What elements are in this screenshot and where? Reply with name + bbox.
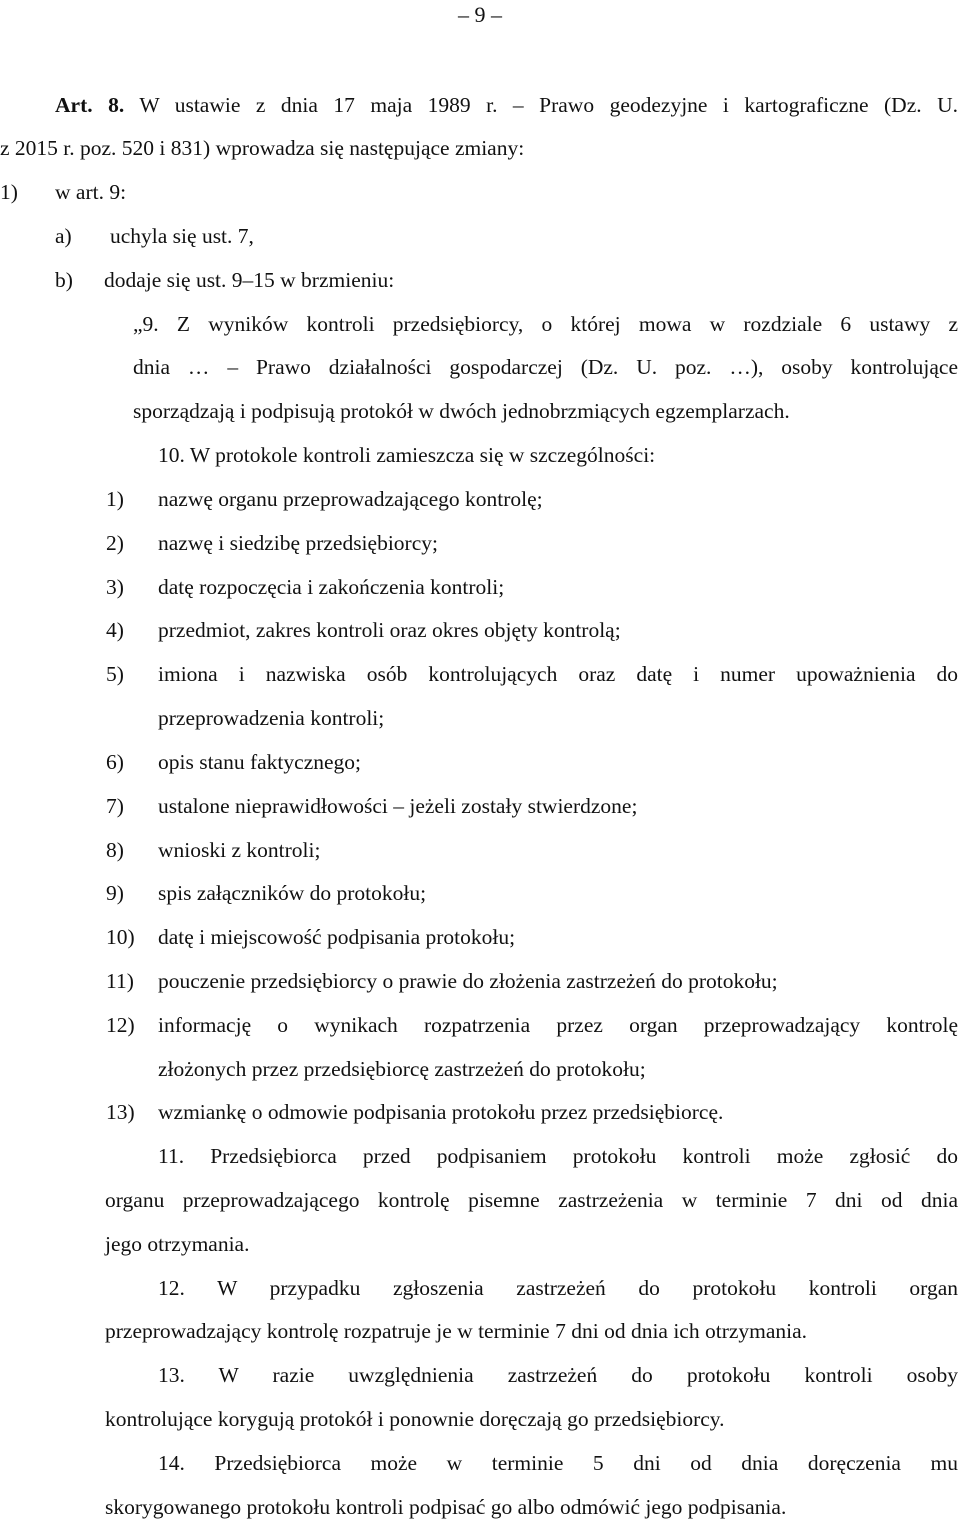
list-item-number: 10): [106, 925, 135, 949]
list-item-number: 7): [106, 794, 124, 818]
list-item-text: imiona i nazwiska osób kontrolujących oraz datę i numer upoważnienia do: [158, 662, 958, 686]
list-item-number: 5): [106, 662, 124, 686]
list-item-text: pouczenie przedsiębiorcy o prawie do złożenia zastrzeżeń do protokołu;: [158, 969, 778, 993]
list-item-number: 6): [106, 750, 124, 774]
ust11-line-3: jego otrzymania.: [105, 1232, 250, 1256]
ust13-line-1: 13. W razie uwzględnienia zastrzeżeń do protokołu kontroli osoby: [158, 1363, 958, 1387]
ust11-line-1: 11. Przedsiębiorca przed podpisaniem protokołu kontroli może zgłosić do: [158, 1144, 958, 1168]
list-item-text: wnioski z kontroli;: [158, 838, 321, 862]
list-item-number: 9): [106, 881, 124, 905]
list-item-text: ustalone nieprawidłowości – jeżeli zostały stwierdzone;: [158, 794, 638, 818]
art8-line-2: z 2015 r. poz. 520 i 831) wprowadza się następujące zmiany:: [0, 136, 525, 160]
article-label: Art. 8.: [55, 93, 125, 117]
list-item-text: opis stanu faktycznego;: [158, 750, 362, 774]
ust14-line-2: skorygowanego protokołu kontroli podpisać go albo odmówić jego podpisania.: [105, 1495, 787, 1519]
point-1-number: 1): [0, 180, 18, 204]
point-b-text: dodaje się ust. 9–15 w brzmieniu:: [104, 268, 395, 292]
ust11-line-2: organu przeprowadzającego kontrolę pisemne zastrzeżenia w terminie 7 dni od dnia: [105, 1188, 958, 1212]
ust14-line-1: 14. Przedsiębiorca może w terminie 5 dni od dnia doręczenia mu: [158, 1451, 958, 1475]
list-item-text: datę i miejscowość podpisania protokołu;: [158, 925, 516, 949]
ust9-line-1: „9. Z wyników kontroli przedsiębiorcy, o której mowa w rozdziale 6 ustawy z: [133, 312, 958, 336]
list-item-number: 12): [106, 1013, 135, 1037]
list-item-number: 8): [106, 838, 124, 862]
ust12-line-1: 12. W przypadku zgłoszenia zastrzeżeń do protokołu kontroli organ: [158, 1276, 958, 1300]
list-item-continuation: przeprowadzenia kontroli;: [158, 706, 385, 730]
list-item-number: 2): [106, 531, 124, 555]
list-item-number: 3): [106, 575, 124, 599]
list-item-number: 4): [106, 618, 124, 642]
ust13-line-2: kontrolujące korygują protokół i ponownie doręczają go przedsiębiorcy.: [105, 1407, 725, 1431]
point-b-number: b): [55, 268, 73, 292]
list-item-text: przedmiot, zakres kontroli oraz okres objęty kontrolą;: [158, 618, 621, 642]
list-item-text: informację o wynikach rozpatrzenia przez organ przeprowadzający kontrolę: [158, 1013, 958, 1037]
ust9-line-3: sporządzają i podpisują protokół w dwóch jednobrzmiących egzemplarzach.: [133, 399, 790, 423]
list-item-continuation: złożonych przez przedsiębiorcę zastrzeżeń do protokołu;: [158, 1057, 646, 1081]
list-item-text: wzmiankę o odmowie podpisania protokołu przez przedsiębiorcę.: [158, 1100, 724, 1124]
list-item-text: nazwę i siedzibę przedsiębiorcy;: [158, 531, 438, 555]
ust10-intro: 10. W protokole kontroli zamieszcza się w szczególności:: [158, 443, 656, 467]
ust12-line-2: przeprowadzający kontrolę rozpatruje je w terminie 7 dni od dnia ich otrzymania.: [105, 1319, 808, 1343]
list-item-number: 1): [106, 487, 124, 511]
list-item-number: 13): [106, 1100, 135, 1124]
point-a-number: a): [55, 224, 72, 248]
list-item-number: 11): [106, 969, 134, 993]
point-1-text: w art. 9:: [55, 180, 127, 204]
page-number: – 9 –: [458, 2, 502, 27]
list-item-text: spis załączników do protokołu;: [158, 881, 427, 905]
point-a-text: uchyla się ust. 7,: [110, 224, 254, 248]
art8-line-1: Art. 8. W ustawie z dnia 17 maja 1989 r. – Prawo geodezyjne i kartograficzne (Dz. U.: [55, 93, 958, 117]
ust9-line-2: dnia … – Prawo działalności gospodarczej (Dz. U. poz. …), osoby kontrolujące: [133, 355, 958, 379]
list-item-text: nazwę organu przeprowadzającego kontrolę;: [158, 487, 543, 511]
list-item-text: datę rozpoczęcia i zakończenia kontroli;: [158, 575, 505, 599]
